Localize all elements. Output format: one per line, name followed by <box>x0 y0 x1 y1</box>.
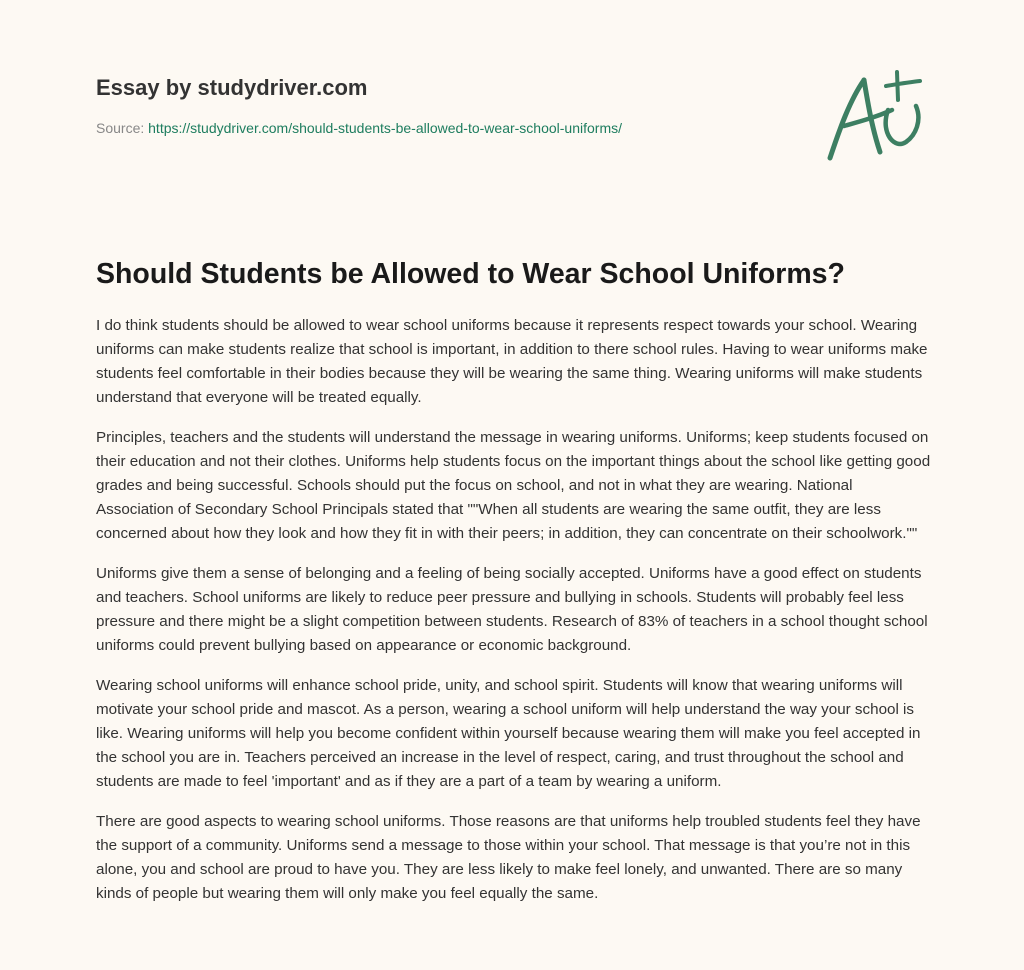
a-plus-logo-icon <box>818 66 928 166</box>
essay-paragraph: Principles, teachers and the students will understand the message in wearing uniforms. Uniforms; keep students focused on their education and not their clothes. Uniforms help students focus on the important things about the school like getting good grades and being successful. Schools should put the focus on school, and not in what they are wearing. National Association of Secondary School Principals stated that ""When all students are wearing the same outfit, they are less concerned about how they look and how they fit in with their peers; in addition, they can concentrate on their schoolwork."" <box>96 429 931 542</box>
essay-paragraph: Wearing school uniforms will enhance school pride, unity, and school spirit. Students will know that wearing uniforms will motivate your school pride and mascot. As a person, wearing a school uniform will help understand the way your school is like. Wearing uniforms will help you become confident within yourself because wearing them will make you feel accepted in the school you are in. Teachers perceived an increase in the level of respect, caring, and trust throughout the school and students are made to feel 'important' and as if they are a part of a team by wearing a uniform. <box>96 677 921 790</box>
source-link[interactable]: https://studydriver.com/should-students-be-allowed-to-wear-school-uniforms/ <box>148 120 623 136</box>
essay-title: Should Students be Allowed to Wear School Uniforms? <box>96 258 845 290</box>
source-label: Source: <box>96 120 145 136</box>
source-line <box>96 118 796 138</box>
essay-paragraph: There are good aspects to wearing school uniforms. Those reasons are that uniforms help troubled students feel they have the support of a community. Uniforms send a message to those within your school. That message is that you’re not in this alone, you and school are proud to have you. They are less likely to make feel lonely, and unwanted. There are so many kinds of people but wearing them will only make you feel equally the same. <box>96 813 921 902</box>
essay-paragraph: Uniforms give them a sense of belonging and a feeling of being socially accepted. Uniforms have a good effect on students and teachers. School uniforms are likely to reduce peer pressure and bullying in schools. Students will probably feel less pressure and there might be a slight competition between students. Research of 83% of teachers in a school thought school uniforms could prevent bullying based on appearance or economic background. <box>96 565 928 654</box>
header <box>96 72 796 138</box>
essay-paragraph: I do think students should be allowed to wear school uniforms because it represents respect towards your school. Wearing uniforms can make students realize that school is important, in addition to there school rules. Having to wear uniforms make students feel comfortable in their bodies because they will be wearing the same thing. Wearing uniforms will make students understand that everyone will be treated equally. <box>96 317 928 406</box>
site-title: Essay by studydriver.com <box>96 75 368 100</box>
essay-body <box>96 314 932 922</box>
